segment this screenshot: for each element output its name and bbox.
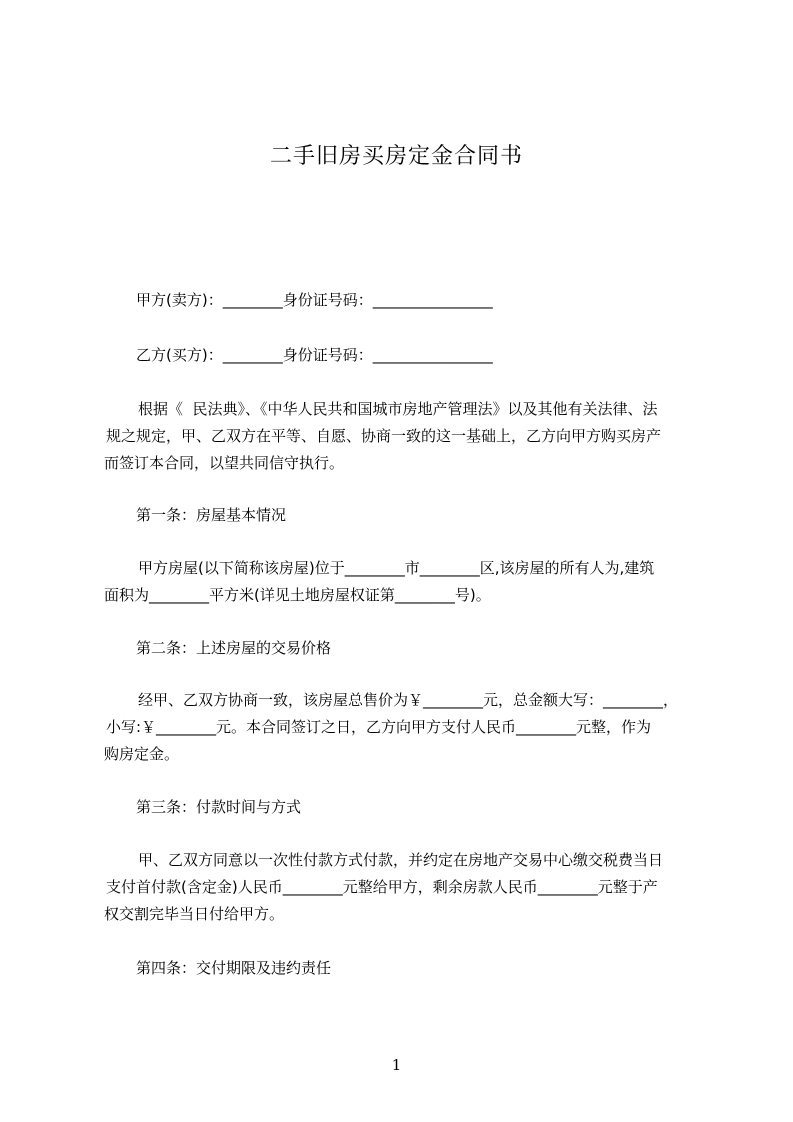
party-a-line: 甲方(卖方)：________身份证号码：________________ <box>136 291 493 309</box>
preamble-line: 规之规定，甲、乙双方在平等、自愿、协商一致的这一基础上，乙方向甲方购买房产 <box>106 427 662 445</box>
article-1-line: 面积为________平方米(详见土地房屋权证第________号)。 <box>104 586 491 604</box>
party-b-line: 乙方(买方)：________身份证号码：________________ <box>136 346 493 364</box>
page-number: 1 <box>391 1056 402 1074</box>
article-3-line: 支付首付款(含定金)人民币________元整给甲方，剩余房款人民币________元整于产 <box>106 878 658 896</box>
article-2-line: 购房定金。 <box>104 745 180 763</box>
document-title: 二手旧房买房定金合同书 <box>269 144 523 169</box>
article-2-line: 经甲、乙双方协商一致，该房屋总售价为￥________元，总金额大写：________， <box>138 691 679 709</box>
article-3-heading: 第三条：付款时间与方式 <box>136 798 302 816</box>
article-1-line: 甲方房屋(以下简称该房屋)位于________市________区,该房屋的所有人为,建筑 <box>138 559 655 577</box>
article-3-line: 甲、乙双方同意以一次性付款方式付款，并约定在房地产交易中心缴交税费当日 <box>138 851 664 869</box>
preamble-line: 而签订本合同，以望共同信守执行。 <box>104 454 345 472</box>
article-2-line: 小写:￥________元。本合同签订之日，乙方向甲方支付人民币________元整，作为 <box>106 718 652 736</box>
article-2-heading: 第二条：上述房屋的交易价格 <box>136 639 332 657</box>
article-1-heading: 第一条：房屋基本情况 <box>136 506 287 524</box>
article-4-heading: 第四条：交付期限及违约责任 <box>136 959 332 977</box>
preamble-line: 根据《 民法典》、《中华人民共和国城市房地产管理法》以及其他有关法律、法 <box>138 400 658 418</box>
article-3-line: 权交割完毕当日付给甲方。 <box>104 905 285 923</box>
